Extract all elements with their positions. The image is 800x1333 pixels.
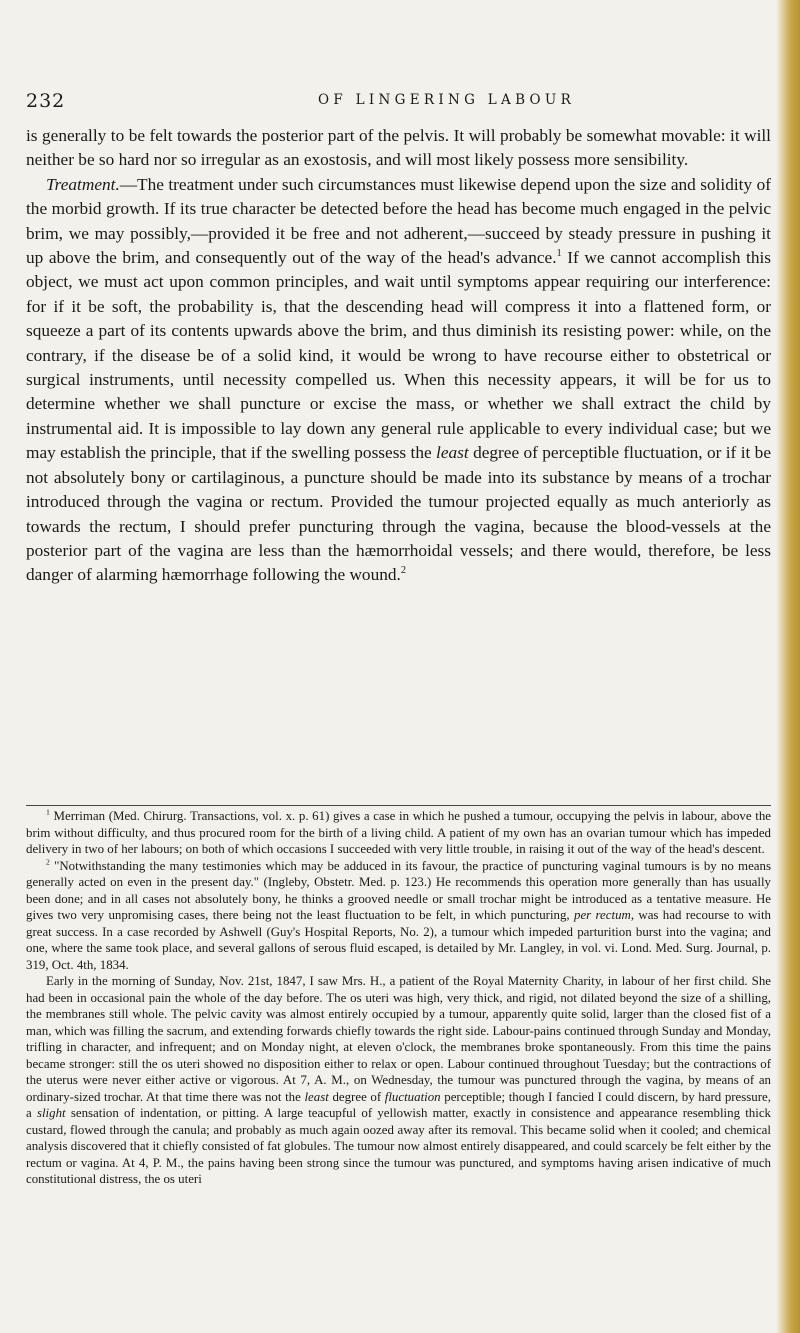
footnote: $^1$ Merriman (Med. Chirurg. Transactions, vol. x. p. 61) gives a case in which he pushed a tumour, occupying the pelvis in labour, above the brim without difficulty, and thus procured room for the birth of a living child. A patient of my own has an ovarian tumour which has impeded delivery in two of her labours; on both of which occasions I succeeded with very little trouble, in raising it out of the way of the head's descent.	[26, 807, 771, 856]
section-label: Treatment.	[46, 174, 120, 194]
footnote-continuation: Early in the morning of Sunday, Nov. 21st, 1847, I saw Mrs. H., a patient of the Royal Maternity Charity, in labour of her first child. She had been in occasional pain the whole of the day before. The os uteri was high, very thick, and rigid, not dilated beyond the size of a shilling, the membranes still whole. The pelvic cavity was almost entirely occupied by a tumour, apparently quite solid, larger than the closed fist of a man, which was filling the sacrum, and extending forwards chiefly towards the right side. Labour-pains continued through Sunday and Monday, trifling in character, and infrequent; and on Monday night, at eleven o'clock, the membranes broke spontaneously. From this time the pains became stronger: still the os uteri showed no disposition either to relax or open. Labour continued throughout Tuesday; but the contractions of the uterus were never either active or vigorous. At 7, A. M., on Wednesday, the tumour was punctured through the vagina, by means of an ordinary-sized trochar. At that time there was not the least degree of fluctuation perceptible; though I fancied I could discern, by hard pressure, a slight sensation of indentation, or pitting. A large teacupful of yellowish matter, exactly in consistence and appearance resembling thick custard, flowed through the canula; and probably as much again oozed away after its removal. This became solid when it cooled; and chemical analysis discovered that it chiefly consisted of fat globules. The tumour now almost entirely disappeared, and could scarcely be felt either by the rectum or vagina. At 4, P. M., the pains having been strong since the tumour was punctured, and symptoms having arisen indicative of much constitutional distress, the os uteri	[26, 974, 771, 1186]
paragraph: is generally to be felt towards the posterior part of the pelvis. It will probably be somewhat movable: it will neither be so hard nor so irregular as an exostosis, and will most likely possess more sensibility.	[26, 126, 771, 170]
page-edge	[776, 0, 800, 1333]
paragraph-treatment: Treatment.—The treatment under such circumstances must likewise depend upon the size and solidity of the morbid growth. If its true character be detected before the head has become much engaged in the pelvic brim, we may possibly,—provided it be free and not adherent,—succeed by steady pressure in pushing it up above the brim, and consequently out of the way of the head's advance.$^1$ If we cannot accomplish this object, we must act upon common principles, and wait until symptoms appear requiring our interference: for if it be soft, the probability is, that the descending head will compress it into a flattened form, or squeeze a part of its contents upwards above the brim, and thus diminish its resisting power: while, on the contrary, if the disease be of a solid kind, it would be wrong to have recourse either to obstetrical or surgical instruments, until necessity compelled us. When this necessity appears, it will be for us to determine whether we shall puncture or excise the mass, or whether we shall extract the child by instrumental aid. It is impossible to lay down any general rule applicable to every individual case; but we may establish the principle, that if the swelling possess the least degree of perceptible fluctuation, or if it be not absolutely bony or cartilaginous, a puncture should be made into its substance by means of a trochar introduced through the vagina or rectum. Provided the tumour projected equally as much anteriorly as towards the rectum, I should prefer puncturing through the vagina, because the blood-vessels at the posterior part of the vagina are less than the hæmorrhoidal vessels; and there would, therefore, be less danger of alarming hæmorrhage following the wound.$^2$	[26, 174, 771, 585]
page-header	[26, 90, 771, 114]
footnote-divider	[26, 805, 771, 806]
running-title: OF LINGERING LABOUR	[318, 92, 576, 108]
book-page	[26, 0, 771, 1333]
footnote-ref: 1	[556, 248, 562, 260]
page-number: 232	[26, 90, 66, 112]
main-text	[26, 124, 771, 588]
footnote-ref: 2	[400, 565, 406, 577]
footnotes	[26, 808, 771, 1188]
footnote: $^2$ "Notwithstanding the many testimonies which may be adduced in its favour, the practice of puncturing vaginal tumours is by no means generally acted on even in the present day." (Ingleby, Obstetr. Med. p. 123.) He recommends this operation more generally than has usually been done; and in all cases not absolutely bony, he thinks a grooved needle or small trochar might be introduced as a tentative measure. He gives two very unpromising cases, there being not the least fluctuation to be felt, in which puncturing, per rectum, was had recourse to with great success. In a case recorded by Ashwell (Guy's Hospital Reports, No. 2), a tumour which impeded parturition burst into the vagina; and one, where the same took place, and several gallons of serous fluid escaped, is detailed by Mr. Langley, in vol. vi. Lond. Med. Surg. Journal, p. 319, Oct. 4th, 1834.	[26, 857, 771, 972]
